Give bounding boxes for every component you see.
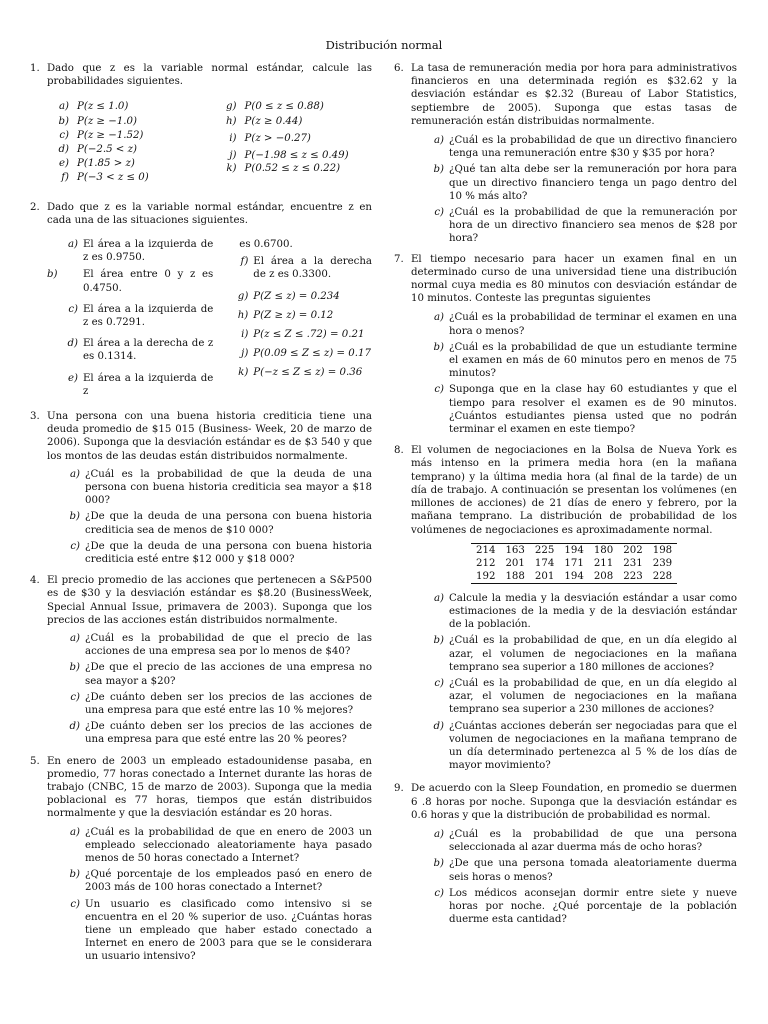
list-item: c) Los médicos aconsejan dormir entre siete y nueve horas por noche. ¿Qué porcentaje de la población duerme esta cantidad? xyxy=(434,887,737,926)
list-item: c) P(z ≥ −1.52) xyxy=(59,129,144,141)
problem-1 xyxy=(30,62,372,186)
problem-number: 8. xyxy=(394,445,404,457)
list-item: a) ¿Cuál es la probabilidad de que un directivo financiero tenga una remuneración entre $30 y $35 por hora? xyxy=(433,135,737,160)
problem-4 xyxy=(30,574,372,746)
problem-3 xyxy=(30,410,372,566)
list-item: b) ¿Qué tan alta debe ser la remuneración por hora para que un directivo financiero tenga un pago dentro del 10 % más alto? xyxy=(433,164,737,202)
list-item: k) P(0.52 ≤ z ≤ 0.22) xyxy=(226,163,341,175)
page-title: Distribución normal xyxy=(325,38,443,52)
problem-intro: Dado que z es la variable normal estándar, encuentre z en cada una de las situaciones siguientes. xyxy=(47,201,372,226)
list-item: h) P(Z ≥ z) = 0.12 xyxy=(237,309,334,321)
left-column xyxy=(30,62,372,964)
list-item: i) P(z > −0.27) xyxy=(229,132,311,144)
table-row: 212 201 174 171 211 231 239 xyxy=(476,557,673,569)
list-item: i) P(z ≤ Z ≤ .72) = 0.21 xyxy=(241,328,365,340)
list-item: j) P(0.09 ≤ Z ≤ z) = 0.17 xyxy=(241,348,371,360)
problem-intro: La tasa de remuneración media por hora para administrativos financieros en una determinada región es $32.62 y la desviación estándar es $2.32 (Bureau of Labor Statistics, septiembre de 2005). Suponga que estas tasas de remuneración están distribuidas normalmente. xyxy=(411,63,737,127)
list-item: b) ¿Cuál es la probabilidad de que, en un día elegido al azar, el volumen de negociaciones en la mañana temprano sea superior a 180 millones de acciones? xyxy=(433,635,737,673)
list-item: j) P(−1.98 ≤ z ≤ 0.49) xyxy=(229,149,349,161)
list-item: a) El área a la izquierda de z es 0.9750. xyxy=(67,238,214,264)
problem-number: 3. xyxy=(30,410,40,422)
problem-intro: Una persona con una buena historia crediticia tiene una deuda promedio de $15 015 (Business- Week, 20 de marzo de 2006). Suponga que la desviación estándar es de $3 540 y que los montos de las deudas están distribuidos normalmente. xyxy=(47,410,372,462)
list-item: b) ¿De que una persona tomada aleatoriamente duerma seis horas o menos? xyxy=(433,858,737,883)
list-item: a) ¿Cuál es la probabilidad de que una persona seleccionada al azar duerma más de ocho horas? xyxy=(433,828,737,854)
problem-intro: En enero de 2003 un empleado estadounidense pasaba, en promedio, 77 horas conectado a Internet durante las horas de trabajo (CNBC, 15 de marzo de 2003). Suponga que la media poblacional es 77 horas, tiempos que están distribuidos normalmente y que la desviación estándar es 20 horas. xyxy=(47,755,372,820)
list-item: c) Un usuario es clasificado como intensivo si se encuentra en el 20 % superior de uso. ¿Cuántas horas tiene un empleado que haber estado conectado a Internet en enero de 2003 para que se le considerara un usuario intensivo? xyxy=(70,898,372,963)
problem-number: 5. xyxy=(30,755,40,767)
list-item: g) P(0 ≤ z ≤ 0.88) xyxy=(226,101,324,113)
list-item: a) P(z ≤ 1.0) xyxy=(58,101,129,113)
situation-list xyxy=(47,238,372,398)
list-item: g) P(Z ≤ z) = 0.234 xyxy=(237,290,340,302)
problem-2 xyxy=(30,201,372,398)
problem-7 xyxy=(394,253,737,437)
list-item: e) P(1.85 > z) xyxy=(58,158,135,170)
problem-number: 9. xyxy=(394,783,404,795)
list-item: c) ¿De que la deuda de una persona con buena historia crediticia esté entre $12 000 y $18 000? xyxy=(70,540,372,565)
list-item: b) ¿De que el precio de las acciones de una empresa no sea mayor a $20? xyxy=(69,662,372,687)
list-item: d) El área a la derecha de z es 0.1314. xyxy=(67,338,214,363)
list-item: f) El área a la derecha de z es 0.3300. xyxy=(240,256,372,281)
list-item: a) ¿Cuál es la probabilidad de que la deuda de una persona con buena historia crediticia sea mayor a $18 000? xyxy=(69,468,372,507)
right-column xyxy=(394,62,737,926)
problem-intro: Dado que z es la variable normal estándar, calcule las probabilidades siguientes. xyxy=(47,63,372,88)
list-item: a) ¿Cuál es la probabilidad de que en enero de 2003 un empleado seleccionado aleatoriamente haya pasado menos de 50 horas conectado a Internet? xyxy=(69,826,372,865)
problem-intro: El tiempo necesario para hacer un examen final en un determinado curso de una universidad tiene una distribución normal cuya media es 80 minutos con desviación estándar de 10 minutos. Conteste las preguntas siguientes xyxy=(411,253,737,305)
list-item: b) El área entre 0 y z es 0.4750. xyxy=(47,269,214,294)
list-item: f) P(−3 < z ≤ 0) xyxy=(61,172,149,184)
list-item: d) ¿Cuántas acciones deberán ser negociadas para que el volumen de negociaciones en la mañana temprano de un día determinado pertenezca al 5 % de los días de mayor movimiento? xyxy=(433,720,737,772)
problem-number: 1. xyxy=(30,63,40,74)
problem-6 xyxy=(394,62,737,246)
list-item: d) ¿De cuánto deben ser los precios de las acciones de una empresa para que esté entre las 20 % peores? xyxy=(69,721,372,746)
probability-list xyxy=(47,100,372,185)
problem-number: 6. xyxy=(394,63,404,74)
list-item-continuation: es 0.6700. xyxy=(239,238,293,250)
problem-9 xyxy=(394,782,737,926)
table-row: 214 163 225 194 180 202 198 xyxy=(471,543,677,557)
list-item: c) ¿De cuánto deben ser los precios de las acciones de una empresa para que esté entre las 10 % mejores? xyxy=(70,691,372,717)
list-item: c) ¿Cuál es la probabilidad de que, en un día elegido al azar, el volumen de negociaciones en la mañana temprano sea superior a 230 millones de acciones? xyxy=(434,677,737,716)
problem-intro: El volumen de negociaciones en la Bolsa de Nueva York es más intenso en la primera media hora (en la mañana temprano) y la última media hora (al final de la tarde) de un día de trabajo. A continuación se presentan los volúmenes (en millones de acciones) de 21 días de enero y febrero, por la mañana temprano. La distribución de probabilidad de los volúmenes de negociaciones es aproximadamente normal. xyxy=(411,445,737,536)
list-item: b) P(z ≥ −1.0) xyxy=(58,115,137,127)
list-item: a) ¿Cuál es la probabilidad de terminar el examen en una hora o menos? xyxy=(433,312,737,337)
problem-8 xyxy=(394,444,737,772)
list-item: c) Suponga que en la clase hay 60 estudiantes y que el tiempo para resolver el examen es de 90 minutos. ¿Cuántos estudiantes piensa usted que no podrán terminar el examen en este tiempo? xyxy=(434,384,737,436)
list-item: k) P(−z ≤ Z ≤ z) = 0.36 xyxy=(238,367,363,379)
list-item: b) ¿Qué porcentaje de los empleados pasó en enero de 2003 más de 100 horas conectado a Internet? xyxy=(69,869,372,894)
list-item: b) ¿Cuál es la probabilidad de que un estudiante termine el examen en más de 60 minutos pero en menos de 75 minutos? xyxy=(433,341,737,380)
problem-5 xyxy=(30,755,372,964)
list-item: a) ¿Cuál es la probabilidad de que el precio de las acciones de una empresa sea por lo menos de $40? xyxy=(69,633,372,658)
list-item: a) Calcule la media y la desviación estándar a usar como estimaciones de la media y de la desviación estándar de la población. xyxy=(433,592,737,631)
volume-table xyxy=(471,543,677,584)
list-item: b) ¿De que la deuda de una persona con buena historia crediticia sea de menos de $10 000? xyxy=(69,511,372,536)
list-item: d) P(−2.5 < z) xyxy=(58,143,137,155)
problem-number: 7. xyxy=(394,253,404,265)
problem-number: 2. xyxy=(30,201,40,213)
problem-intro: El precio promedio de las acciones que pertenecen a S&P500 es de $30 y la desviación estándar es $8.20 (BusinessWeek, Special Annual Issue, primavera de 2003). Suponga que los precios de las acciones están distribuidos normalmente. xyxy=(47,575,372,626)
list-item: c) ¿Cuál es la probabilidad de que la remuneración por hora de un directivo financiero sea menos de $28 por hora? xyxy=(434,207,737,245)
problem-intro: De acuerdo con la Sleep Foundation, en promedio se duermen 6 .8 horas por noche. Suponga que la desviación estándar es 0.6 horas y que la distribución de probabilidad es normal. xyxy=(411,783,737,821)
list-item: e) El área a la izquierda de z xyxy=(67,372,214,397)
table-row: 192 188 201 194 208 223 228 xyxy=(471,570,677,584)
list-item: h) P(z ≥ 0.44) xyxy=(225,115,303,127)
list-item: c) El área a la izquierda de z es 0.7291. xyxy=(68,303,214,328)
problem-number: 4. xyxy=(30,575,40,587)
